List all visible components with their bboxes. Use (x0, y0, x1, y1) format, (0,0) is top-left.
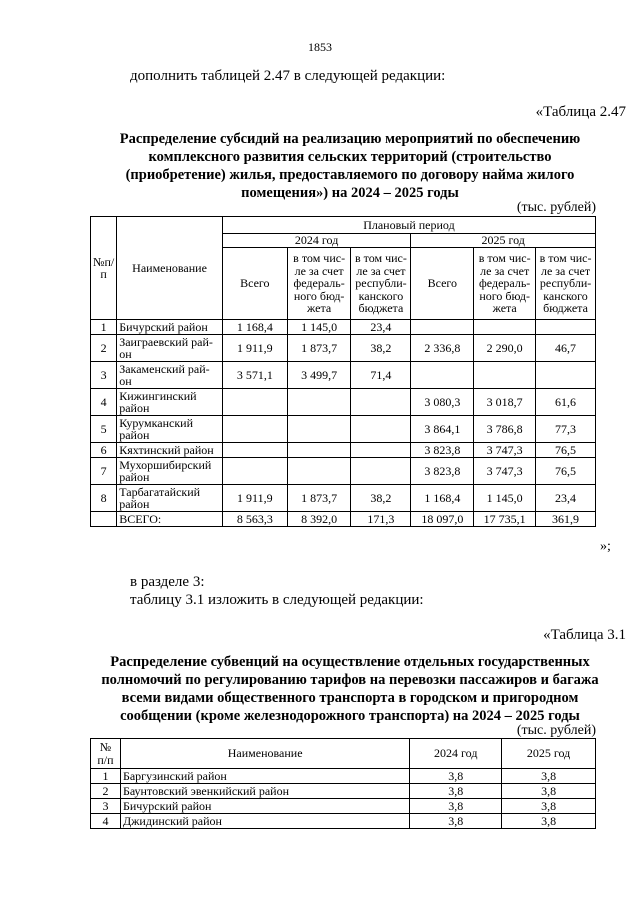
header-line: канского (543, 288, 588, 303)
header-line: республи- (355, 276, 407, 291)
header-line: в том чис- (354, 251, 407, 266)
value-cell: 3 080,3 (411, 389, 474, 416)
table-row (91, 485, 596, 512)
value-cell: 2 336,8 (411, 335, 474, 362)
table-row (91, 799, 596, 814)
table1-units: (тыс. рублей) (516, 200, 596, 215)
value-cell: 46,7 (536, 335, 596, 362)
intro-line: дополнить таблицей 2.47 в следующей редакции: (130, 68, 446, 84)
subvention-table (90, 738, 596, 829)
table-row (91, 784, 596, 799)
header-line: федераль- (293, 276, 345, 291)
row-number: 6 (91, 443, 117, 458)
value-cell: 3 018,7 (474, 389, 536, 416)
total-value-cell: 171,3 (351, 512, 411, 527)
district-name: Баунтовский эвенкийский район (120, 784, 409, 799)
value-cell: 3 571,1 (222, 362, 287, 389)
table-row (91, 389, 596, 416)
header-line: № (99, 740, 112, 754)
header-line: ного бюд- (293, 288, 345, 303)
col-name-header: Наименование (117, 217, 223, 320)
header-line: республи- (539, 276, 592, 291)
row-number: 4 (91, 389, 117, 416)
table-row (91, 814, 596, 829)
district-name-line: Кижингинский (119, 388, 197, 403)
district-name (117, 485, 223, 512)
header-line: ле за счет (480, 263, 530, 278)
district-name-line: район (119, 401, 150, 415)
header-line: в том чис- (539, 251, 592, 266)
district-name: Джидинский район (120, 814, 409, 829)
value-cell (411, 320, 474, 335)
header-line: в том чис- (478, 251, 531, 266)
district-name: Баргузинский район (120, 769, 409, 784)
district-name (117, 389, 223, 416)
value-cell: 3 823,8 (411, 458, 474, 485)
table1-title-line: комплексного развития сельских территорий (строительство (148, 149, 552, 165)
value-cell (536, 320, 596, 335)
year-2025-header: 2025 год (411, 234, 596, 248)
subsidy-table-body (91, 320, 596, 527)
value-cell: 1 873,7 (287, 335, 351, 362)
row-number: 7 (91, 458, 117, 485)
table2-caption: «Таблица 3.1 (543, 627, 626, 643)
value-cell (287, 389, 351, 416)
table2-title (40, 653, 640, 725)
year-2024-header: 2024 год (222, 234, 410, 248)
value-2024: 3,8 (410, 814, 502, 829)
value-cell: 2 290,0 (474, 335, 536, 362)
value-cell: 77,3 (536, 416, 596, 443)
district-name: Бичурский район (120, 799, 409, 814)
table-row (91, 458, 596, 485)
value-cell (222, 443, 287, 458)
value-cell: 76,5 (536, 458, 596, 485)
value-cell: 3 499,7 (287, 362, 351, 389)
row-number: 1 (91, 320, 117, 335)
value-cell: 1 168,4 (411, 485, 474, 512)
header-line: ле за счет (294, 263, 344, 278)
table1-caption: «Таблица 2.47 (535, 104, 626, 120)
district-name: Бичурский район (117, 320, 223, 335)
value-cell: 3 823,8 (411, 443, 474, 458)
total-value-cell: 8 392,0 (287, 512, 351, 527)
district-name-line: он (119, 374, 132, 388)
value-cell (287, 443, 351, 458)
value-cell (222, 416, 287, 443)
row-number: 5 (91, 416, 117, 443)
republic-header (536, 248, 596, 320)
value-cell (351, 416, 411, 443)
value-cell: 1 873,7 (287, 485, 351, 512)
value-2024: 3,8 (410, 784, 502, 799)
district-name-line: район (119, 470, 150, 484)
value-2024: 3,8 (410, 799, 502, 814)
header-line: ле за счет (540, 263, 591, 278)
total-value-cell: 18 097,0 (411, 512, 474, 527)
col-num-header: №п/п (91, 217, 117, 320)
header-line: в том чис- (293, 251, 346, 266)
table-row (91, 443, 596, 458)
row-number: 3 (91, 799, 121, 814)
row-number: 1 (91, 769, 121, 784)
district-name-line: Тарбагатайский (119, 484, 201, 499)
republic-header (351, 248, 411, 320)
value-cell: 38,2 (351, 485, 411, 512)
value-cell (351, 389, 411, 416)
value-cell (474, 362, 536, 389)
district-name-line: он (119, 347, 132, 361)
header-line: ного бюд- (479, 288, 530, 303)
district-name-line: Мухоршибирский (119, 457, 212, 472)
page-number: 1853 (308, 40, 332, 54)
value-cell (351, 443, 411, 458)
table2-units: (тыс. рублей) (516, 723, 596, 738)
header-line: федераль- (479, 276, 531, 291)
district-name-line: Заиграевский рай- (119, 334, 213, 349)
total-header: Всего (411, 248, 474, 320)
table1-title-line: Распределение субсидий на реализацию мероприятий по обеспечению (119, 131, 581, 147)
value-2025: 3,8 (502, 784, 596, 799)
table2-title-line: полномочий по регулированию тарифов на перевозки пассажиров и багажа (101, 672, 599, 688)
value-cell: 3 747,3 (474, 443, 536, 458)
header-line: жета (307, 301, 332, 316)
value-cell: 3 786,8 (474, 416, 536, 443)
year-2025-header: 2025 год (502, 739, 596, 769)
district-name (117, 362, 223, 389)
table1-title (60, 130, 640, 202)
header-line: канского (358, 288, 404, 303)
value-cell (474, 320, 536, 335)
value-cell (287, 416, 351, 443)
total-header: Всего (222, 248, 287, 320)
section-line: в разделе 3: (130, 574, 205, 590)
table-row (91, 416, 596, 443)
col-num-header (91, 739, 121, 769)
value-cell: 76,5 (536, 443, 596, 458)
row-number: 2 (91, 784, 121, 799)
table2-title-line: Распределение субвенций на осуществление отдельных государственных (110, 654, 590, 670)
instruction-line: таблицу 3.1 изложить в следующей редакции: (130, 592, 424, 608)
value-cell: 1 145,0 (287, 320, 351, 335)
subvention-table-body (91, 769, 596, 829)
table1-closing-quote: »; (600, 539, 611, 554)
value-2025: 3,8 (502, 799, 596, 814)
col-name-header: Наименование (120, 739, 409, 769)
value-cell (222, 458, 287, 485)
subsidy-table (90, 216, 596, 527)
federal-header (474, 248, 536, 320)
value-cell: 23,4 (536, 485, 596, 512)
row-number: 3 (91, 362, 117, 389)
value-2024: 3,8 (410, 769, 502, 784)
row-number: 2 (91, 335, 117, 362)
header-line: жета (492, 301, 517, 316)
value-cell: 1 911,9 (222, 335, 287, 362)
table-row (91, 335, 596, 362)
value-cell (536, 362, 596, 389)
district-name: Кяхтинский район (117, 443, 223, 458)
value-2025: 3,8 (502, 769, 596, 784)
total-row (91, 512, 596, 527)
district-name-line: район (119, 497, 150, 511)
header-line: ле за счет (356, 263, 406, 278)
row-number: 4 (91, 814, 121, 829)
value-cell: 23,4 (351, 320, 411, 335)
district-name (117, 335, 223, 362)
total-label: ВСЕГО: (117, 512, 223, 527)
district-name-line: Закаменский рай- (119, 361, 210, 376)
value-cell: 1 911,9 (222, 485, 287, 512)
district-name-line: Курумканский (119, 415, 193, 430)
header-line: п/п (97, 752, 114, 767)
row-number: 8 (91, 485, 117, 512)
planned-period-header: Плановый период (222, 217, 595, 234)
header-line: бюджета (358, 301, 404, 316)
value-cell: 61,6 (536, 389, 596, 416)
table2-title-line: всеми видами общественного транспорта в городском и пригородном (121, 690, 579, 706)
total-value-cell: 17 735,1 (474, 512, 536, 527)
value-cell: 3 747,3 (474, 458, 536, 485)
value-cell: 1 168,4 (222, 320, 287, 335)
value-cell: 3 864,1 (411, 416, 474, 443)
year-2024-header: 2024 год (410, 739, 502, 769)
total-value-cell: 8 563,3 (222, 512, 287, 527)
federal-header (287, 248, 351, 320)
table-row (91, 320, 596, 335)
table1-title-line: помещения») на 2024 – 2025 годы (241, 185, 459, 201)
value-cell: 1 145,0 (474, 485, 536, 512)
value-cell: 38,2 (351, 335, 411, 362)
value-cell (287, 458, 351, 485)
district-name-line: район (119, 428, 150, 442)
value-cell (351, 458, 411, 485)
table1-title-line: (приобретение) жилья, предоставляемого по договору найма жилого (125, 167, 575, 183)
district-name (117, 416, 223, 443)
value-2025: 3,8 (502, 814, 596, 829)
total-value-cell: 361,9 (536, 512, 596, 527)
value-cell: 71,4 (351, 362, 411, 389)
table-row (91, 769, 596, 784)
header-line: бюджета (543, 301, 588, 316)
table2-title-line: сообщении (кроме железнодорожного транспорта) на 2024 – 2025 годы (120, 708, 580, 724)
value-cell (411, 362, 474, 389)
row-number (91, 512, 117, 527)
table-row (91, 362, 596, 389)
district-name (117, 458, 223, 485)
value-cell (222, 389, 287, 416)
